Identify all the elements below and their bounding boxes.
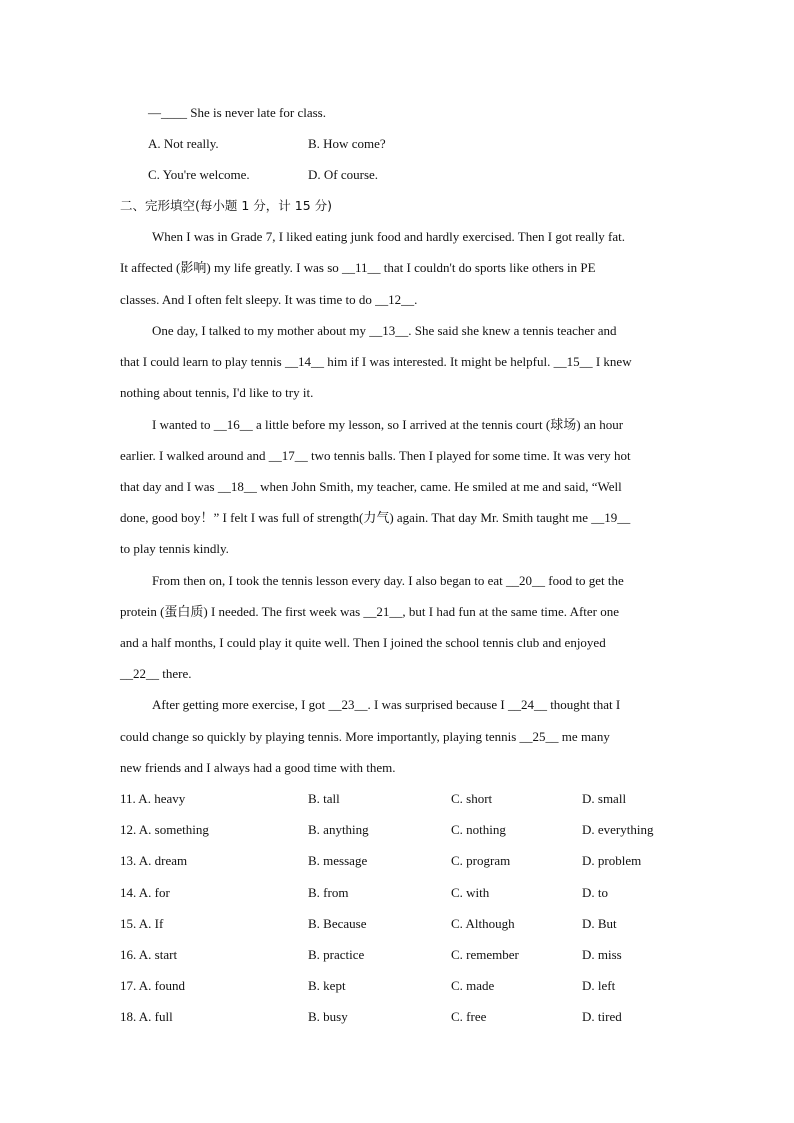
question-option-a: 17. A. found [120, 978, 185, 993]
passage-line: earlier. I walked around and __17__ two tennis balls. Then I played for some time. It was very hot [120, 448, 631, 463]
question-option-c: C. nothing [451, 822, 506, 837]
question-option-a: 16. A. start [120, 947, 178, 962]
passage-line: that I could learn to play tennis __14__ him if I was interested. It might be helpful. __15__ I knew [120, 354, 632, 369]
question-option-b: B. Because [308, 916, 367, 931]
passage-line: From then on, I took the tennis lesson every day. I also began to eat __20__ food to get the [152, 573, 624, 588]
question-option-d: D. But [582, 916, 617, 931]
question-option-d: D. small [582, 791, 627, 806]
passage-line: that day and I was __18__ when John Smith, my teacher, came. He smiled at me and said, “Well [120, 479, 622, 494]
passage-line: protein (蛋白质) I needed. The first week was __21__, but I had fun at the same time. After one [120, 604, 620, 619]
question-option-a: 12. A. something [120, 822, 209, 837]
question-option-c: C. short [451, 791, 493, 806]
section-heading: 二、完形填空(每小题 1 分，计 15 分) [120, 198, 333, 213]
question-option-a: 14. A. for [120, 885, 170, 900]
question-option-b: B. tall [308, 791, 340, 806]
q10-option-a: A. Not really. [148, 136, 219, 151]
question-option-d: D. miss [582, 947, 622, 962]
passage-line: classes. And I often felt sleepy. It was time to do __12__. [120, 292, 418, 307]
question-option-a: 18. A. full [120, 1009, 173, 1024]
passage-line: __22__ there. [120, 666, 192, 681]
q10-stem: —____ She is never late for class. [148, 105, 326, 120]
question-option-d: D. to [582, 885, 608, 900]
passage-line: One day, I talked to my mother about my __13__. She said she knew a tennis teacher and [152, 323, 617, 338]
question-option-c: C. program [451, 853, 511, 868]
question-option-d: D. everything [582, 822, 654, 837]
passage-line: I wanted to __16__ a little before my lesson, so I arrived at the tennis court (球场) an hour [152, 417, 624, 432]
question-option-a: 11. A. heavy [120, 791, 186, 806]
passage-line: could change so quickly by playing tennis. More importantly, playing tennis __25__ me many [120, 729, 610, 744]
question-option-b: B. busy [308, 1009, 348, 1024]
question-option-a: 13. A. dream [120, 853, 188, 868]
question-option-d: D. problem [582, 853, 642, 868]
passage-line: and a half months, I could play it quite well. Then I joined the school tennis club and enjoyed [120, 635, 606, 650]
question-option-b: B. message [308, 853, 368, 868]
passage-line: After getting more exercise, I got __23__. I was surprised because I __24__ thought that I [152, 697, 621, 712]
q10-option-c: C. You're welcome. [148, 167, 250, 182]
passage-line: new friends and I always had a good time with them. [120, 760, 396, 775]
passage-line: When I was in Grade 7, I liked eating junk food and hardly exercised. Then I got really fat. [152, 229, 626, 244]
question-option-d: D. tired [582, 1009, 622, 1024]
question-option-b: B. practice [308, 947, 365, 962]
question-option-c: C. Although [451, 916, 515, 931]
q10-option-b: B. How come? [308, 136, 386, 151]
question-option-d: D. left [582, 978, 616, 993]
q10-option-d: D. Of course. [308, 167, 379, 182]
question-option-c: C. made [451, 978, 495, 993]
passage-line: done, good boy！” I felt I was full of strength(力气) again. That day Mr. Smith taught me __19__ [120, 510, 631, 525]
question-option-c: C. with [451, 885, 490, 900]
passage-line: It affected (影响) my life greatly. I was so __11__ that I couldn't do sports like others in PE [120, 260, 596, 275]
passage-line: to play tennis kindly. [120, 541, 229, 556]
question-option-b: B. anything [308, 822, 369, 837]
question-option-b: B. from [308, 885, 349, 900]
question-option-c: C. remember [451, 947, 519, 962]
question-option-c: C. free [451, 1009, 487, 1024]
question-option-a: 15. A. If [120, 916, 164, 931]
passage-line: nothing about tennis, I'd like to try it. [120, 385, 314, 400]
question-option-b: B. kept [308, 978, 346, 993]
